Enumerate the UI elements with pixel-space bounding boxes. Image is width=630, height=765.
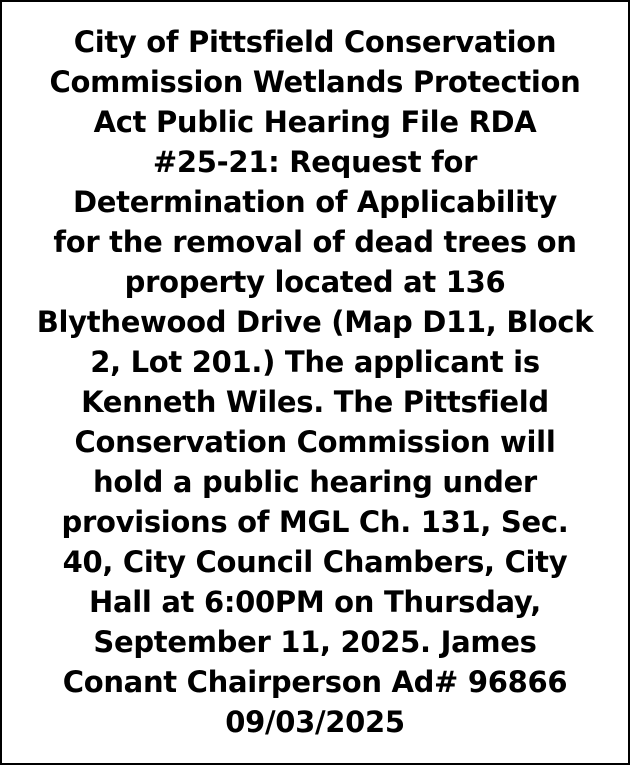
notice-line: 40, City Council Chambers, City — [62, 545, 568, 579]
notice-line: hold a public hearing under — [93, 465, 537, 499]
notice-line: provisions of MGL Ch. 131, Sec. — [61, 505, 569, 539]
notice-line: Conant Chairperson Ad# 96866 — [62, 665, 568, 699]
notice-body — [10, 22, 620, 742]
notice-line: Hall at 6:00PM on Thursday, — [89, 585, 541, 619]
notice-line: Determination of Applicability — [72, 185, 557, 219]
notice-line: Blythewood Drive (Map D11, Block — [36, 305, 594, 339]
notice-line: September 11, 2025. James — [93, 625, 537, 659]
notice-line: Conservation Commission will — [74, 425, 556, 459]
notice-line: #25-21: Request for — [152, 145, 478, 179]
notice-line: Act Public Hearing File RDA — [93, 105, 537, 139]
notice-line: City of Pittsfield Conservation — [73, 25, 557, 59]
notice-line: 2, Lot 201.) The applicant is — [90, 345, 540, 379]
notice-date: 09/03/2025 — [225, 705, 405, 739]
notice-line: Commission Wetlands Protection — [49, 65, 581, 99]
notice-line: property located at 136 — [124, 265, 506, 299]
notice-line: for the removal of dead trees on — [53, 225, 577, 259]
notice-line: Kenneth Wiles. The Pittsfield — [81, 385, 549, 419]
